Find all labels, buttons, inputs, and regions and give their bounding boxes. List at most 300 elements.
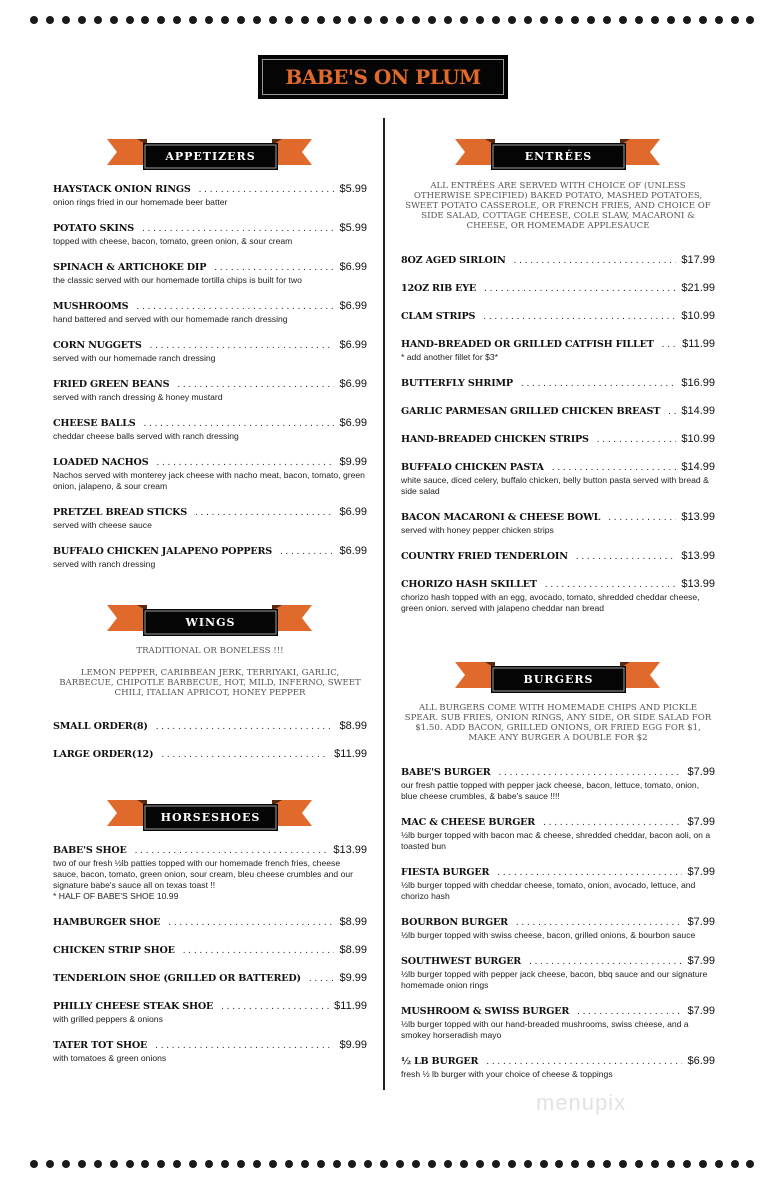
entrees-item-list — [401, 254, 715, 628]
border-dot — [189, 1160, 197, 1168]
item-description: served with honey pepper chicken strips — [401, 525, 554, 535]
wings-banner — [107, 603, 312, 639]
dot-leader — [136, 301, 334, 312]
item-description: * add another fillet for $3* — [401, 352, 498, 362]
menu-item-row — [401, 254, 715, 268]
horseshoes-item-list — [53, 844, 367, 1078]
dot-leader — [668, 406, 676, 417]
border-dot — [317, 1160, 325, 1168]
appetizers-heading: APPETIZERS — [165, 149, 256, 163]
menu-item-row — [401, 1055, 715, 1069]
border-dot — [715, 16, 723, 24]
border-dot — [540, 1160, 548, 1168]
item-description: served with our homemade ranch dressing — [53, 353, 216, 363]
border-dot — [269, 1160, 277, 1168]
item-price: $8.99 — [339, 944, 367, 956]
item-name: POTATO SKINS — [53, 223, 134, 234]
border-dot — [46, 16, 54, 24]
item-price: $11.99 — [334, 748, 367, 760]
border-dot — [46, 1160, 54, 1168]
border-dot — [396, 16, 404, 24]
dot-leader — [516, 917, 683, 928]
menu-item-row — [401, 578, 715, 592]
border-dot — [110, 1160, 118, 1168]
border-dot — [126, 1160, 134, 1168]
menu-item — [401, 1005, 715, 1041]
item-description: Nachos served with monterey jack cheese with nacho meat, bacon, tomato, green onion, jalapeno, & sour cream — [53, 470, 365, 491]
border-dot — [333, 1160, 341, 1168]
item-price: $6.99 — [339, 378, 367, 390]
item-name: MAC & CHEESE BURGER — [401, 817, 536, 828]
border-dot — [94, 1160, 102, 1168]
border-dot — [444, 16, 452, 24]
border-dot — [587, 16, 595, 24]
border-dot — [221, 1160, 229, 1168]
menu-item — [401, 282, 715, 296]
item-name: CHORIZO HASH SKILLET — [401, 579, 537, 590]
item-description: fresh ½ lb burger with your choice of cheese & toppings — [401, 1069, 613, 1079]
item-name: HAND-BREADED OR GRILLED CATFISH FILLET — [401, 339, 654, 350]
border-dot — [683, 16, 691, 24]
border-dot — [492, 1160, 500, 1168]
menu-item — [53, 748, 367, 762]
border-dot — [173, 16, 181, 24]
item-description: onion rings fried in our homemade beer batter — [53, 197, 228, 207]
dot-leader — [280, 546, 334, 557]
dot-leader — [156, 721, 335, 732]
item-price: $6.99 — [339, 339, 367, 351]
border-dot — [444, 1160, 452, 1168]
item-name: PRETZEL BREAD STICKS — [53, 507, 187, 518]
item-price: $5.99 — [339, 222, 367, 234]
menu-item-row — [401, 816, 715, 830]
item-description: served with cheese sauce — [53, 520, 152, 530]
border-dot — [141, 1160, 149, 1168]
border-dot — [508, 16, 516, 24]
menu-item — [53, 378, 367, 403]
border-dot — [524, 16, 532, 24]
item-price: $7.99 — [687, 866, 715, 878]
menu-item — [53, 844, 367, 902]
menu-item-row — [53, 339, 367, 353]
menu-item-row — [53, 506, 367, 520]
border-dot — [555, 16, 563, 24]
border-dot — [221, 16, 229, 24]
menu-item — [401, 955, 715, 991]
dot-leader — [309, 973, 335, 984]
menu-item — [53, 261, 367, 286]
item-price: $11.99 — [682, 338, 715, 350]
item-name: COUNTRY FRIED TENDERLOIN — [401, 551, 568, 562]
menu-item — [401, 916, 715, 941]
menu-item-row — [53, 378, 367, 392]
menu-item-row — [401, 1005, 715, 1019]
border-dot — [476, 1160, 484, 1168]
dot-leader — [168, 917, 334, 928]
menu-item-row — [401, 766, 715, 780]
menu-item-row — [401, 461, 715, 475]
border-dot — [30, 16, 38, 24]
item-price: $9.99 — [339, 456, 367, 468]
item-description: with grilled peppers & onions — [53, 1014, 163, 1024]
border-dot — [412, 1160, 420, 1168]
border-dot — [253, 16, 261, 24]
item-description: ½lb burger topped with our hand-breaded mushrooms, swiss cheese, and a smokey horseradish mayo — [401, 1019, 689, 1040]
item-price: $6.99 — [339, 300, 367, 312]
dot-leader — [514, 255, 677, 266]
restaurant-name: BABE'S ON PLUM — [285, 65, 481, 89]
burgers-item-list — [401, 766, 715, 1094]
item-description: ½lb burger topped with bacon mac & cheese, shredded cheddar, bacon aoli, on a toasted bun — [401, 830, 711, 851]
dot-leader — [552, 462, 677, 473]
border-dot — [157, 1160, 165, 1168]
border-dot — [667, 16, 675, 24]
item-name: 12OZ RIB EYE — [401, 283, 477, 294]
menu-item-row — [401, 405, 715, 419]
border-dot — [540, 16, 548, 24]
border-dot — [396, 1160, 404, 1168]
item-name: PHILLY CHEESE STEAK SHOE — [53, 1001, 214, 1012]
menu-item-row — [401, 282, 715, 296]
item-price: $13.99 — [681, 550, 715, 562]
border-dot — [683, 1160, 691, 1168]
dot-leader — [486, 1056, 682, 1067]
border-dot — [78, 16, 86, 24]
horseshoes-banner — [107, 798, 312, 834]
item-name: SMALL ORDER(8) — [53, 721, 148, 732]
menu-item — [401, 866, 715, 902]
item-price: $10.99 — [681, 433, 715, 445]
item-price: $8.99 — [339, 720, 367, 732]
item-price: $5.99 — [339, 183, 367, 195]
dot-leader — [543, 817, 682, 828]
border-dot — [301, 1160, 309, 1168]
menu-item — [53, 339, 367, 364]
item-description: topped with cheese, bacon, tomato, green onion, & sour cream — [53, 236, 293, 246]
border-dot — [285, 16, 293, 24]
item-description: served with ranch dressing — [53, 559, 156, 569]
menu-item-row — [53, 972, 367, 986]
dot-leader — [183, 945, 335, 956]
wings-note: TRADITIONAL OR BONELESS !!! — [136, 646, 284, 656]
item-description: ½lb burger topped with pepper jack cheese, bacon, bbq sauce and our signature homemade onion rings — [401, 969, 708, 990]
item-price: $7.99 — [687, 766, 715, 778]
border-dot — [667, 1160, 675, 1168]
menu-item — [401, 578, 715, 614]
item-price: $16.99 — [681, 377, 715, 389]
menu-item-row — [53, 222, 367, 236]
item-name: HAND-BREADED CHICKEN STRIPS — [401, 434, 589, 445]
item-description: two of our fresh ½lb patties topped with our homemade french fries, cheese sauce, bacon, tomato, green onion, sour cream, bleu cheese crumbles and our signature babe's sauce all on texas toast !! — [53, 858, 354, 890]
dot-leader — [161, 749, 329, 760]
item-price: $7.99 — [687, 955, 715, 967]
watermark-logo: menupix — [536, 1090, 627, 1115]
item-name: ½ LB BURGER — [401, 1056, 479, 1067]
dot-leader — [483, 311, 676, 322]
entrees-banner — [455, 137, 660, 173]
item-price: $17.99 — [681, 254, 715, 266]
border-dot — [524, 1160, 532, 1168]
item-name: CHICKEN STRIP SHOE — [53, 945, 175, 956]
dot-leader — [499, 767, 683, 778]
menu-item-row — [53, 261, 367, 275]
dot-leader — [577, 1006, 682, 1017]
menu-item-row — [53, 1039, 367, 1053]
dot-leader — [214, 262, 334, 273]
border-dot — [173, 1160, 181, 1168]
menu-item-row — [53, 844, 367, 858]
menu-item-row — [401, 955, 715, 969]
menu-item — [53, 720, 367, 734]
item-description: our fresh pattie topped with pepper jack cheese, bacon, lettuce, tomato, onion, blue cheese crumbles, & babe's sauce !!!! — [401, 780, 700, 801]
menu-item-row — [401, 338, 715, 352]
item-price: $13.99 — [681, 511, 715, 523]
menu-item — [401, 766, 715, 802]
border-dot — [205, 16, 213, 24]
border-dot — [635, 1160, 643, 1168]
border-dot — [412, 16, 420, 24]
dot-leader — [597, 434, 677, 445]
item-description: ½lb burger topped with swiss cheese, bacon, grilled onions, & bourbon sauce — [401, 930, 696, 940]
border-dot — [364, 16, 372, 24]
item-description: white sauce, diced celery, buffalo chicken, belly button pasta served with bread & side salad — [401, 475, 709, 496]
border-dot — [189, 16, 197, 24]
border-dot — [603, 16, 611, 24]
item-price: $9.99 — [339, 1039, 367, 1051]
border-dot — [603, 1160, 611, 1168]
horseshoes-heading: HORSESHOES — [160, 810, 261, 824]
dot-leader — [199, 184, 335, 195]
border-dot — [62, 16, 70, 24]
item-price: $9.99 — [339, 972, 367, 984]
border-dot — [205, 1160, 213, 1168]
item-name: BACON MACARONI & CHEESE BOWL — [401, 512, 601, 523]
border-dot — [428, 1160, 436, 1168]
column-divider — [383, 118, 385, 1090]
item-price: $21.99 — [681, 282, 715, 294]
border-dot — [157, 16, 165, 24]
border-dot — [460, 1160, 468, 1168]
item-name: SOUTHWEST BURGER — [401, 956, 522, 967]
border-dot — [699, 16, 707, 24]
menu-item — [401, 816, 715, 852]
border-dot — [460, 16, 468, 24]
border-dot — [731, 16, 739, 24]
menu-item-row — [401, 916, 715, 930]
dot-leader — [221, 1001, 329, 1012]
restaurant-title-box — [258, 55, 508, 99]
border-dot — [301, 16, 309, 24]
appetizers-item-list — [53, 183, 367, 584]
item-price: $6.99 — [339, 261, 367, 273]
border-dot — [30, 1160, 38, 1168]
dot-leader — [156, 457, 334, 468]
wings-note: LEMON PEPPER, CARIBBEAN JERK, TERRIYAKI, GARLIC, BARBECUE, CHIPOTLE BARBECUE, HOT, MILD, INFERNO, SWEET CHILI, ITALIAN APRICOT, HONEY PEPPER — [59, 668, 361, 698]
border-dot — [587, 1160, 595, 1168]
border-dot — [555, 1160, 563, 1168]
menu-item — [401, 310, 715, 324]
item-extra-note: * HALF OF BABE'S SHOE 10.99 — [53, 891, 179, 901]
menu-item — [53, 183, 367, 208]
item-price: $8.99 — [339, 916, 367, 928]
border-dot — [317, 16, 325, 24]
item-description: hand battered and served with our homemade ranch dressing — [53, 314, 288, 324]
item-name: HAMBURGER SHOE — [53, 917, 161, 928]
menu-item — [401, 433, 715, 447]
menu-item — [401, 550, 715, 564]
item-name: 8OZ AGED SIRLOIN — [401, 255, 506, 266]
border-dot — [364, 1160, 372, 1168]
item-price: $6.99 — [687, 1055, 715, 1067]
dot-leader — [521, 378, 676, 389]
border-dot — [62, 1160, 70, 1168]
item-name: TATER TOT SHOE — [53, 1040, 148, 1051]
burgers-banner — [455, 660, 660, 696]
dot-leader — [484, 283, 676, 294]
item-name: SPINACH & ARTICHOKE DIP — [53, 262, 207, 273]
border-dot — [619, 16, 627, 24]
dot-leader — [662, 339, 678, 350]
top-dot-border — [30, 16, 755, 28]
item-description: chorizo hash topped with an egg, avocado, tomato, shredded cheddar cheese, green onion. served with jalapeno cheddar nan bread — [401, 592, 700, 613]
border-dot — [635, 16, 643, 24]
item-description: cheddar cheese balls served with ranch dressing — [53, 431, 239, 441]
item-price: $6.99 — [339, 506, 367, 518]
border-dot — [333, 16, 341, 24]
menu-item-row — [401, 433, 715, 447]
entrees-note: ALL ENTRÉES ARE SERVED WITH CHOICE OF (UNLESS OTHERWISE SPECIFIED) BAKED POTATO, MASHED POTATOES, SWEET POTATO CASSEROLE, OR FRENCH FRIES, AND CHOICE OF SIDE SALAD, COTTAGE CHEESE, COLE SLAW, MACARONI & CHEESE, OR HOMEMADE APPLESAUCE — [405, 181, 711, 231]
menu-item — [401, 254, 715, 268]
item-name: CLAM STRIPS — [401, 311, 476, 322]
item-price: $13.99 — [681, 578, 715, 590]
border-dot — [94, 16, 102, 24]
item-price: $6.99 — [339, 417, 367, 429]
border-dot — [428, 16, 436, 24]
item-name: TENDERLOIN SHOE (GRILLED OR BATTERED) — [53, 973, 301, 984]
item-price: $14.99 — [681, 461, 715, 473]
menu-item — [53, 1000, 367, 1025]
dot-leader — [143, 418, 334, 429]
dot-leader — [150, 340, 335, 351]
bottom-dot-border — [30, 1160, 755, 1172]
item-name: MUSHROOM & SWISS BURGER — [401, 1006, 570, 1017]
border-dot — [237, 1160, 245, 1168]
menu-item-row — [53, 417, 367, 431]
border-dot — [348, 16, 356, 24]
dot-leader — [135, 845, 329, 856]
border-dot — [651, 1160, 659, 1168]
item-price: $11.99 — [334, 1000, 367, 1012]
wings-item-list — [53, 720, 367, 776]
menu-item — [53, 300, 367, 325]
border-dot — [651, 16, 659, 24]
menu-item — [53, 1039, 367, 1064]
item-name: GARLIC PARMESAN GRILLED CHICKEN BREAST — [401, 406, 661, 417]
item-name: CHEESE BALLS — [53, 418, 136, 429]
item-name: LOADED NACHOS — [53, 457, 149, 468]
menu-item-row — [53, 545, 367, 559]
border-dot — [715, 1160, 723, 1168]
item-name: FRIED GREEN BEANS — [53, 379, 170, 390]
border-dot — [237, 16, 245, 24]
border-dot — [492, 16, 500, 24]
item-name: MUSHROOMS — [53, 301, 129, 312]
menu-item — [53, 972, 367, 986]
wings-heading: WINGS — [185, 615, 236, 629]
burgers-note: ALL BURGERS COME WITH HOMEMADE CHIPS AND PICKLE SPEAR. SUB FRIES, ONION RINGS, ANY SIDE, OR SIDE SALAD FOR $1.50. ADD BACON, GRILLED ONIONS, OR FRIED EGG FOR $1, MAKE ANY BURGER A DOUBLE FOR $2 — [404, 703, 712, 743]
border-dot — [285, 1160, 293, 1168]
dot-leader — [155, 1040, 334, 1051]
appetizers-banner — [107, 137, 312, 173]
item-name: BUFFALO CHICKEN JALAPENO POPPERS — [53, 546, 272, 557]
item-name: LARGE ORDER(12) — [53, 749, 154, 760]
item-name: FIESTA BURGER — [401, 867, 490, 878]
menu-item-row — [53, 1000, 367, 1014]
menu-item — [401, 405, 715, 419]
menu-item — [401, 511, 715, 536]
dot-leader — [529, 956, 682, 967]
menu-item — [401, 1055, 715, 1080]
dot-leader — [142, 223, 334, 234]
border-dot — [253, 1160, 261, 1168]
border-dot — [571, 16, 579, 24]
item-description: the classic served with our homemade tortilla chips is built for two — [53, 275, 302, 285]
menu-item-row — [53, 720, 367, 734]
dot-leader — [177, 379, 334, 390]
border-dot — [380, 16, 388, 24]
menu-item-row — [53, 748, 367, 762]
item-name: BABE'S BURGER — [401, 767, 491, 778]
border-dot — [269, 16, 277, 24]
border-dot — [571, 1160, 579, 1168]
border-dot — [731, 1160, 739, 1168]
border-dot — [746, 16, 754, 24]
border-dot — [141, 16, 149, 24]
item-price: $10.99 — [681, 310, 715, 322]
item-price: $6.99 — [339, 545, 367, 557]
item-name: HAYSTACK ONION RINGS — [53, 184, 191, 195]
border-dot — [126, 16, 134, 24]
menu-item-row — [53, 300, 367, 314]
menu-item-row — [53, 183, 367, 197]
item-description: served with ranch dressing & honey mustard — [53, 392, 223, 402]
menu-item-row — [401, 511, 715, 525]
item-price: $14.99 — [681, 405, 715, 417]
border-dot — [78, 1160, 86, 1168]
dot-leader — [608, 512, 676, 523]
item-name: CORN NUGGETS — [53, 340, 142, 351]
item-price: $7.99 — [687, 916, 715, 928]
border-dot — [380, 1160, 388, 1168]
menu-item — [401, 377, 715, 391]
item-name: BABE'S SHOE — [53, 845, 127, 856]
item-description: with tomatoes & green onions — [53, 1053, 167, 1063]
menu-item-row — [401, 866, 715, 880]
menu-item — [53, 222, 367, 247]
burgers-heading: BURGERS — [523, 672, 594, 686]
border-dot — [110, 16, 118, 24]
dot-leader — [195, 507, 334, 518]
menu-item-row — [53, 456, 367, 470]
entrees-heading: ENTRÉES — [524, 149, 593, 163]
item-price: $7.99 — [687, 816, 715, 828]
dot-leader — [576, 551, 677, 562]
border-dot — [746, 1160, 754, 1168]
item-name: BUFFALO CHICKEN PASTA — [401, 462, 544, 473]
menu-item-row — [401, 550, 715, 564]
menu-item — [53, 916, 367, 930]
menu-item — [53, 506, 367, 531]
